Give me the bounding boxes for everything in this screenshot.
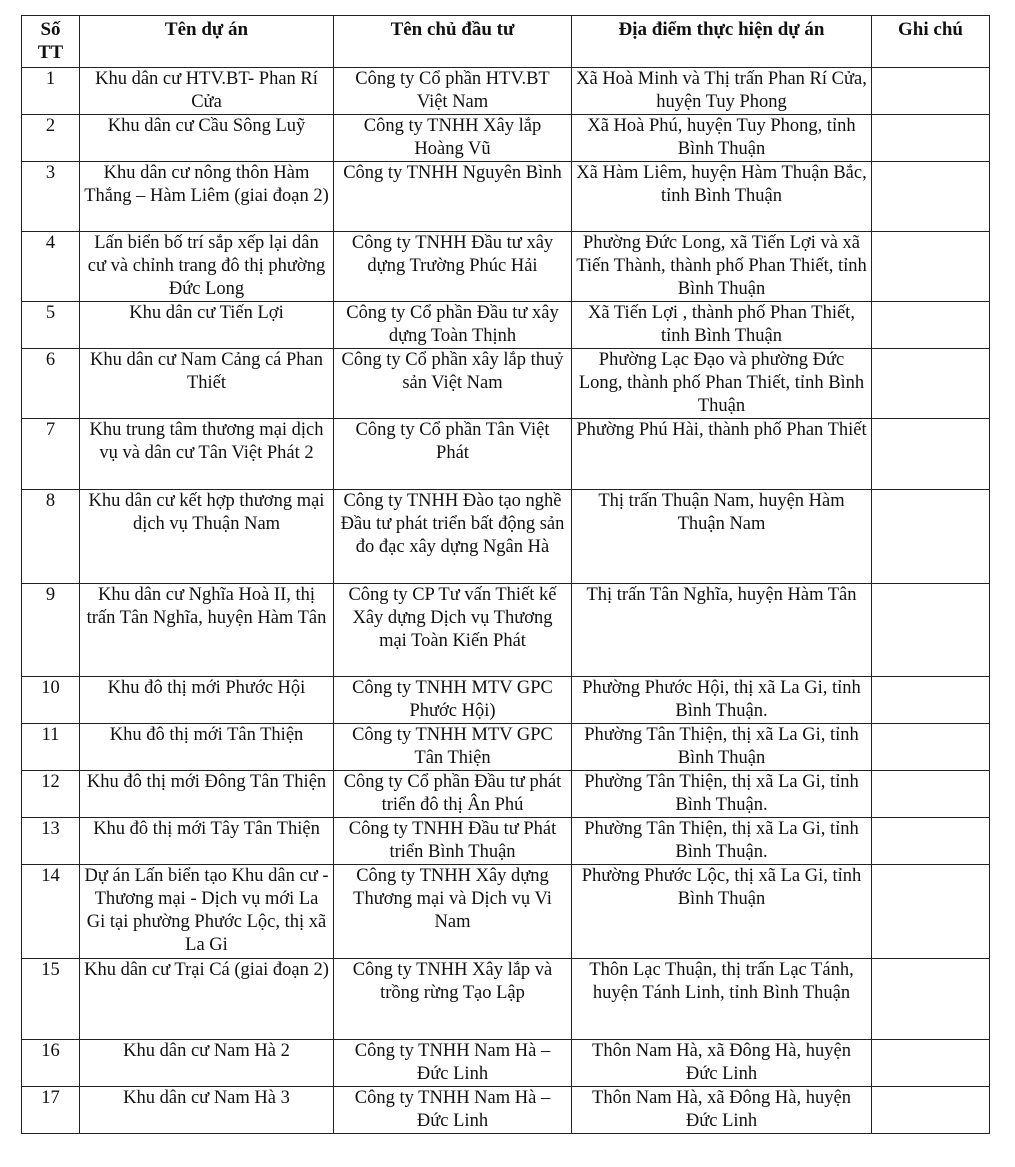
cell-investor: Công ty TNHH Nguyên Bình bbox=[334, 162, 572, 232]
table-row bbox=[22, 771, 990, 818]
table-row bbox=[22, 419, 990, 490]
cell-stt: 1 bbox=[22, 68, 80, 115]
table-row bbox=[22, 865, 990, 959]
cell-investor: Công ty Cổ phần Tân Việt Phát bbox=[334, 419, 572, 490]
cell-project: Khu dân cư Nam Hà 2 bbox=[80, 1040, 334, 1087]
cell-stt: 6 bbox=[22, 349, 80, 419]
cell-stt: 12 bbox=[22, 771, 80, 818]
cell-investor: Công ty CP Tư vấn Thiết kế Xây dựng Dịch vụ Thương mại Toàn Kiến Phát bbox=[334, 584, 572, 677]
cell-stt: 15 bbox=[22, 959, 80, 1040]
cell-investor: Công ty Cổ phần Đầu tư phát triển đô thị Ân Phú bbox=[334, 771, 572, 818]
cell-project: Khu dân cư Cầu Sông Luỹ bbox=[80, 115, 334, 162]
table-row bbox=[22, 115, 990, 162]
cell-stt: 10 bbox=[22, 677, 80, 724]
cell-project: Khu đô thị mới Đông Tân Thiện bbox=[80, 771, 334, 818]
cell-project: Khu đô thị mới Tân Thiện bbox=[80, 724, 334, 771]
cell-investor: Công ty TNHH MTV GPC Tân Thiện bbox=[334, 724, 572, 771]
cell-note bbox=[872, 162, 990, 232]
cell-location: Thị trấn Thuận Nam, huyện Hàm Thuận Nam bbox=[572, 490, 872, 584]
project-table bbox=[21, 15, 990, 1134]
cell-project: Khu dân cư Nam Cảng cá Phan Thiết bbox=[80, 349, 334, 419]
cell-stt: 16 bbox=[22, 1040, 80, 1087]
cell-project: Khu dân cư Nam Hà 3 bbox=[80, 1087, 334, 1134]
cell-investor: Công ty TNHH Nam Hà – Đức Linh bbox=[334, 1040, 572, 1087]
cell-note bbox=[872, 584, 990, 677]
cell-stt: 2 bbox=[22, 115, 80, 162]
cell-location: Xã Hàm Liêm, huyện Hàm Thuận Bắc, tỉnh Bình Thuận bbox=[572, 162, 872, 232]
cell-investor: Công ty TNHH Nam Hà – Đức Linh bbox=[334, 1087, 572, 1134]
cell-project: Dự án Lấn biển tạo Khu dân cư - Thương mại - Dịch vụ mới La Gi tại phường Phước Lộc, thị xã La Gi bbox=[80, 865, 334, 959]
header-project: Tên dự án bbox=[80, 16, 334, 68]
table-row bbox=[22, 584, 990, 677]
cell-note bbox=[872, 115, 990, 162]
cell-investor: Công ty TNHH Xây dựng Thương mại và Dịch vụ Vi Nam bbox=[334, 865, 572, 959]
cell-stt: 13 bbox=[22, 818, 80, 865]
cell-project: Lấn biển bố trí sắp xếp lại dân cư và chỉnh trang đô thị phường Đức Long bbox=[80, 232, 334, 302]
cell-project: Khu dân cư kết hợp thương mại dịch vụ Thuận Nam bbox=[80, 490, 334, 584]
cell-location: Thôn Lạc Thuận, thị trấn Lạc Tánh, huyện Tánh Linh, tỉnh Bình Thuận bbox=[572, 959, 872, 1040]
cell-project: Khu dân cư Nghĩa Hoà II, thị trấn Tân Nghĩa, huyện Hàm Tân bbox=[80, 584, 334, 677]
cell-stt: 7 bbox=[22, 419, 80, 490]
header-location: Địa điểm thực hiện dự án bbox=[572, 16, 872, 68]
cell-investor: Công ty Cổ phần Đầu tư xây dựng Toàn Thịnh bbox=[334, 302, 572, 349]
cell-location: Phường Phước Hội, thị xã La Gi, tỉnh Bình Thuận. bbox=[572, 677, 872, 724]
table-row bbox=[22, 232, 990, 302]
cell-note bbox=[872, 1040, 990, 1087]
cell-investor: Công ty Cổ phần HTV.BT Việt Nam bbox=[334, 68, 572, 115]
cell-stt: 5 bbox=[22, 302, 80, 349]
table-row bbox=[22, 724, 990, 771]
cell-note bbox=[872, 865, 990, 959]
cell-investor: Công ty TNHH MTV GPC Phước Hội) bbox=[334, 677, 572, 724]
cell-project: Khu dân cư nông thôn Hàm Thắng – Hàm Liêm (giai đoạn 2) bbox=[80, 162, 334, 232]
cell-stt: 11 bbox=[22, 724, 80, 771]
table-row bbox=[22, 302, 990, 349]
table-row bbox=[22, 818, 990, 865]
cell-project: Khu đô thị mới Tây Tân Thiện bbox=[80, 818, 334, 865]
cell-stt: 17 bbox=[22, 1087, 80, 1134]
cell-stt: 4 bbox=[22, 232, 80, 302]
header-investor: Tên chủ đầu tư bbox=[334, 16, 572, 68]
cell-location: Phường Tân Thiện, thị xã La Gi, tỉnh Bình Thuận. bbox=[572, 771, 872, 818]
cell-note bbox=[872, 419, 990, 490]
cell-investor: Công ty TNHH Xây lắp Hoàng Vũ bbox=[334, 115, 572, 162]
cell-note bbox=[872, 1087, 990, 1134]
cell-location: Thôn Nam Hà, xã Đông Hà, huyện Đức Linh bbox=[572, 1040, 872, 1087]
cell-location: Xã Hoà Minh và Thị trấn Phan Rí Cửa, huyện Tuy Phong bbox=[572, 68, 872, 115]
cell-note bbox=[872, 349, 990, 419]
cell-location: Phường Tân Thiện, thị xã La Gi, tỉnh Bình Thuận bbox=[572, 724, 872, 771]
cell-note bbox=[872, 232, 990, 302]
cell-project: Khu dân cư Trại Cá (giai đoạn 2) bbox=[80, 959, 334, 1040]
cell-project: Khu trung tâm thương mại dịch vụ và dân cư Tân Việt Phát 2 bbox=[80, 419, 334, 490]
cell-note bbox=[872, 771, 990, 818]
cell-stt: 14 bbox=[22, 865, 80, 959]
cell-investor: Công ty Cổ phần xây lắp thuỷ sản Việt Nam bbox=[334, 349, 572, 419]
cell-investor: Công ty TNHH Xây lắp và trồng rừng Tạo Lập bbox=[334, 959, 572, 1040]
cell-stt: 9 bbox=[22, 584, 80, 677]
cell-note bbox=[872, 677, 990, 724]
table-row bbox=[22, 1087, 990, 1134]
cell-investor: Công ty TNHH Đào tạo nghề Đầu tư phát triển bất động sản đo đạc xây dựng Ngân Hà bbox=[334, 490, 572, 584]
cell-location: Thôn Nam Hà, xã Đông Hà, huyện Đức Linh bbox=[572, 1087, 872, 1134]
header-note: Ghi chú bbox=[872, 16, 990, 68]
cell-note bbox=[872, 724, 990, 771]
cell-investor: Công ty TNHH Đầu tư Phát triển Bình Thuận bbox=[334, 818, 572, 865]
cell-location: Xã Hoà Phú, huyện Tuy Phong, tỉnh Bình Thuận bbox=[572, 115, 872, 162]
cell-note bbox=[872, 490, 990, 584]
table-row bbox=[22, 959, 990, 1040]
cell-project: Khu đô thị mới Phước Hội bbox=[80, 677, 334, 724]
cell-note bbox=[872, 818, 990, 865]
cell-note bbox=[872, 68, 990, 115]
table-row bbox=[22, 677, 990, 724]
cell-location: Phường Lạc Đạo và phường Đức Long, thành phố Phan Thiết, tỉnh Bình Thuận bbox=[572, 349, 872, 419]
cell-location: Phường Phước Lộc, thị xã La Gi, tỉnh Bình Thuận bbox=[572, 865, 872, 959]
cell-note bbox=[872, 302, 990, 349]
cell-location: Phường Đức Long, xã Tiến Lợi và xã Tiến Thành, thành phố Phan Thiết, tỉnh Bình Thuận bbox=[572, 232, 872, 302]
header-row bbox=[22, 16, 990, 68]
cell-location: Phường Tân Thiện, thị xã La Gi, tỉnh Bình Thuận. bbox=[572, 818, 872, 865]
cell-project: Khu dân cư HTV.BT- Phan Rí Cửa bbox=[80, 68, 334, 115]
table-row bbox=[22, 490, 990, 584]
table-row bbox=[22, 68, 990, 115]
cell-location: Xã Tiến Lợi , thành phố Phan Thiết, tỉnh Bình Thuận bbox=[572, 302, 872, 349]
cell-project: Khu dân cư Tiến Lợi bbox=[80, 302, 334, 349]
table-row bbox=[22, 162, 990, 232]
cell-stt: 3 bbox=[22, 162, 80, 232]
table-body bbox=[22, 68, 990, 1134]
cell-investor: Công ty TNHH Đầu tư xây dựng Trường Phúc Hải bbox=[334, 232, 572, 302]
cell-stt: 8 bbox=[22, 490, 80, 584]
table-row bbox=[22, 1040, 990, 1087]
cell-location: Thị trấn Tân Nghĩa, huyện Hàm Tân bbox=[572, 584, 872, 677]
cell-note bbox=[872, 959, 990, 1040]
table-row bbox=[22, 349, 990, 419]
header-stt: Số TT bbox=[22, 16, 80, 68]
cell-location: Phường Phú Hài, thành phố Phan Thiết bbox=[572, 419, 872, 490]
